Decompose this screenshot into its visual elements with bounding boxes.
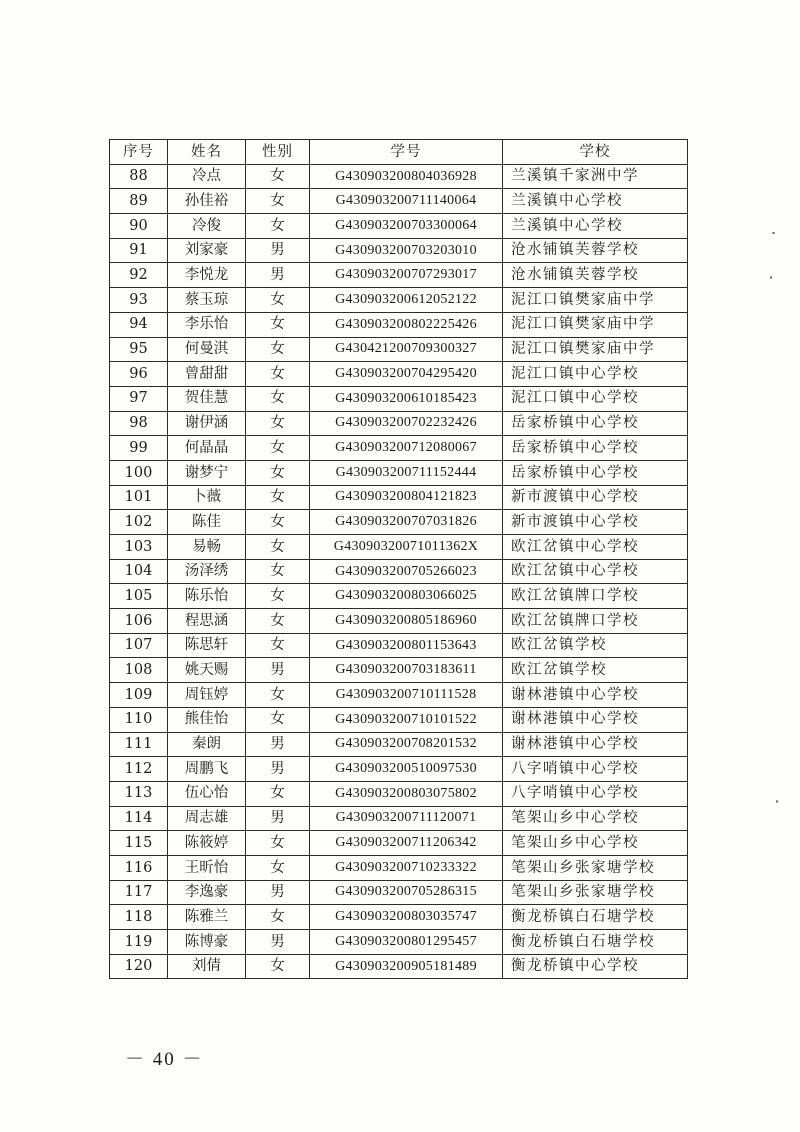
cell-gender: 男: [246, 757, 310, 782]
cell-no: 92: [110, 263, 168, 288]
cell-no: 97: [110, 386, 168, 411]
table-row: [110, 362, 688, 387]
cell-name: 周钰婷: [168, 683, 246, 708]
cell-school: 兰溪镇中心学校: [503, 214, 688, 239]
cell-no: 105: [110, 584, 168, 609]
cell-gender: 男: [246, 658, 310, 683]
cell-school: 岳家桥镇中心学校: [503, 411, 688, 436]
cell-school: 笔架山乡张家塘学校: [503, 855, 688, 880]
cell-name: 孙佳裕: [168, 189, 246, 214]
cell-school: 欧江岔镇学校: [503, 633, 688, 658]
header-student-id: 学号: [310, 140, 503, 165]
scan-speck: [776, 800, 778, 803]
cell-school: 欧江岔镇牌口学校: [503, 609, 688, 634]
cell-name: 何晶晶: [168, 436, 246, 461]
cell-no: 110: [110, 707, 168, 732]
header-no: 序号: [110, 140, 168, 165]
cell-name: 陈筱婷: [168, 831, 246, 856]
cell-student-id: G430903200510097530: [310, 757, 503, 782]
cell-school: 谢林港镇中心学校: [503, 732, 688, 757]
cell-name: 熊佳怡: [168, 707, 246, 732]
table-row: [110, 535, 688, 560]
cell-gender: 女: [246, 559, 310, 584]
cell-gender: 女: [246, 905, 310, 930]
cell-gender: 女: [246, 362, 310, 387]
cell-school: 欧江岔镇牌口学校: [503, 584, 688, 609]
cell-name: 程思涵: [168, 609, 246, 634]
cell-gender: 女: [246, 831, 310, 856]
cell-gender: 女: [246, 609, 310, 634]
table-row: [110, 831, 688, 856]
cell-gender: 女: [246, 683, 310, 708]
cell-school: 泥江口镇樊家庙中学: [503, 312, 688, 337]
cell-no: 106: [110, 609, 168, 634]
table-row: [110, 658, 688, 683]
cell-gender: 女: [246, 781, 310, 806]
cell-name: 王昕怡: [168, 855, 246, 880]
cell-no: 95: [110, 337, 168, 362]
table-row: [110, 905, 688, 930]
cell-no: 107: [110, 633, 168, 658]
table-row: [110, 337, 688, 362]
page-number: － 40 －: [125, 1049, 204, 1070]
cell-school: 泥江口镇樊家庙中学: [503, 288, 688, 313]
cell-gender: 女: [246, 164, 310, 189]
cell-name: 谢梦宁: [168, 460, 246, 485]
table-row: [110, 510, 688, 535]
cell-name: 何曼淇: [168, 337, 246, 362]
cell-no: 108: [110, 658, 168, 683]
cell-student-id: G430903200702232426: [310, 411, 503, 436]
table-row: [110, 436, 688, 461]
cell-name: 陈乐怡: [168, 584, 246, 609]
cell-student-id: G430903200710101522: [310, 707, 503, 732]
header-gender: 性别: [246, 140, 310, 165]
cell-student-id: G430903200612052122: [310, 288, 503, 313]
cell-school: 岳家桥镇中心学校: [503, 460, 688, 485]
cell-gender: 女: [246, 633, 310, 658]
table-row: [110, 559, 688, 584]
table-row: [110, 683, 688, 708]
cell-student-id: G430903200803075802: [310, 781, 503, 806]
cell-no: 91: [110, 238, 168, 263]
cell-student-id: G430903200801153643: [310, 633, 503, 658]
cell-gender: 女: [246, 707, 310, 732]
cell-name: 冷点: [168, 164, 246, 189]
cell-no: 101: [110, 485, 168, 510]
header-school: 学校: [503, 140, 688, 165]
cell-name: 刘倩: [168, 954, 246, 979]
table-row: [110, 707, 688, 732]
cell-no: 120: [110, 954, 168, 979]
cell-school: 八字哨镇中心学校: [503, 781, 688, 806]
cell-student-id: G430903200711120071: [310, 806, 503, 831]
cell-name: 李逸豪: [168, 880, 246, 905]
cell-name: 蔡玉琼: [168, 288, 246, 313]
cell-gender: 女: [246, 214, 310, 239]
cell-school: 岳家桥镇中心学校: [503, 436, 688, 461]
table-row: [110, 781, 688, 806]
cell-student-id: G430903200710111528: [310, 683, 503, 708]
cell-school: 衡龙桥镇中心学校: [503, 954, 688, 979]
cell-name: 李乐怡: [168, 312, 246, 337]
cell-student-id: G430903200804121823: [310, 485, 503, 510]
cell-student-id: G430903200801295457: [310, 930, 503, 955]
cell-gender: 男: [246, 732, 310, 757]
cell-school: 新市渡镇中心学校: [503, 510, 688, 535]
table-row: [110, 263, 688, 288]
table-row: [110, 584, 688, 609]
cell-no: 118: [110, 905, 168, 930]
cell-student-id: G430903200905181489: [310, 954, 503, 979]
student-roster-table: [109, 139, 688, 979]
cell-gender: 男: [246, 880, 310, 905]
cell-student-id: G430903200803035747: [310, 905, 503, 930]
cell-gender: 男: [246, 930, 310, 955]
cell-student-id: G430903200707293017: [310, 263, 503, 288]
cell-no: 109: [110, 683, 168, 708]
cell-name: 陈博豪: [168, 930, 246, 955]
cell-name: 刘家豪: [168, 238, 246, 263]
table-row: [110, 238, 688, 263]
table-row: [110, 189, 688, 214]
cell-student-id: G430903200703203010: [310, 238, 503, 263]
cell-name: 秦朗: [168, 732, 246, 757]
cell-school: 新市渡镇中心学校: [503, 485, 688, 510]
cell-student-id: G430903200711206342: [310, 831, 503, 856]
cell-school: 泥江口镇中心学校: [503, 386, 688, 411]
cell-no: 103: [110, 535, 168, 560]
cell-gender: 女: [246, 337, 310, 362]
cell-gender: 女: [246, 584, 310, 609]
table-row: [110, 954, 688, 979]
table-row: [110, 855, 688, 880]
cell-no: 89: [110, 189, 168, 214]
table-row: [110, 880, 688, 905]
cell-school: 谢林港镇中心学校: [503, 683, 688, 708]
cell-no: 111: [110, 732, 168, 757]
cell-name: 姚天赐: [168, 658, 246, 683]
table-row: [110, 312, 688, 337]
cell-gender: 男: [246, 806, 310, 831]
cell-name: 贺佳慧: [168, 386, 246, 411]
cell-school: 泥江口镇中心学校: [503, 362, 688, 387]
cell-no: 115: [110, 831, 168, 856]
cell-name: 周鹏飞: [168, 757, 246, 782]
cell-gender: 男: [246, 238, 310, 263]
scan-speck: [772, 232, 775, 234]
cell-gender: 女: [246, 954, 310, 979]
cell-name: 周志雄: [168, 806, 246, 831]
cell-name: 汤泽绣: [168, 559, 246, 584]
cell-student-id: G430903200708201532: [310, 732, 503, 757]
cell-no: 88: [110, 164, 168, 189]
table-row: [110, 386, 688, 411]
cell-no: 117: [110, 880, 168, 905]
table-row: [110, 732, 688, 757]
cell-gender: 女: [246, 436, 310, 461]
cell-student-id: G430903200804036928: [310, 164, 503, 189]
cell-student-id: G430903200712080067: [310, 436, 503, 461]
cell-student-id: G430903200705266023: [310, 559, 503, 584]
cell-school: 八字哨镇中心学校: [503, 757, 688, 782]
table-row: [110, 609, 688, 634]
table-row: [110, 485, 688, 510]
cell-no: 116: [110, 855, 168, 880]
cell-no: 93: [110, 288, 168, 313]
cell-name: 谢伊涵: [168, 411, 246, 436]
cell-no: 98: [110, 411, 168, 436]
cell-name: 冷俊: [168, 214, 246, 239]
cell-student-id: G430903200805186960: [310, 609, 503, 634]
cell-no: 100: [110, 460, 168, 485]
cell-gender: 女: [246, 855, 310, 880]
cell-no: 94: [110, 312, 168, 337]
cell-school: 欧江岔镇中心学校: [503, 535, 688, 560]
header-name: 姓名: [168, 140, 246, 165]
cell-no: 96: [110, 362, 168, 387]
cell-name: 李悦龙: [168, 263, 246, 288]
cell-gender: 女: [246, 535, 310, 560]
cell-school: 欧江岔镇中心学校: [503, 559, 688, 584]
cell-gender: 女: [246, 510, 310, 535]
cell-student-id: G43090320071011362X: [310, 535, 503, 560]
cell-name: 卜薇: [168, 485, 246, 510]
cell-no: 112: [110, 757, 168, 782]
cell-no: 113: [110, 781, 168, 806]
cell-name: 曾甜甜: [168, 362, 246, 387]
cell-school: 笔架山乡张家塘学校: [503, 880, 688, 905]
cell-school: 沧水铺镇芙蓉学校: [503, 263, 688, 288]
cell-student-id: G430903200703183611: [310, 658, 503, 683]
cell-school: 衡龙桥镇白石塘学校: [503, 905, 688, 930]
cell-no: 114: [110, 806, 168, 831]
table-row: [110, 164, 688, 189]
cell-gender: 女: [246, 189, 310, 214]
table-row: [110, 633, 688, 658]
cell-student-id: G430903200711152444: [310, 460, 503, 485]
cell-gender: 女: [246, 288, 310, 313]
cell-student-id: G430903200710233322: [310, 855, 503, 880]
table-row: [110, 411, 688, 436]
table-header-row: [110, 140, 688, 165]
cell-gender: 女: [246, 460, 310, 485]
scan-speck: [770, 276, 772, 279]
cell-no: 102: [110, 510, 168, 535]
cell-student-id: G430903200711140064: [310, 189, 503, 214]
cell-gender: 女: [246, 485, 310, 510]
cell-no: 90: [110, 214, 168, 239]
cell-student-id: G430903200803066025: [310, 584, 503, 609]
cell-gender: 女: [246, 411, 310, 436]
cell-name: 陈佳: [168, 510, 246, 535]
cell-student-id: G430903200705286315: [310, 880, 503, 905]
cell-name: 陈思轩: [168, 633, 246, 658]
table-body: [110, 164, 688, 979]
cell-name: 陈雅兰: [168, 905, 246, 930]
table-row: [110, 930, 688, 955]
cell-school: 谢林港镇中心学校: [503, 707, 688, 732]
table-row: [110, 460, 688, 485]
cell-student-id: G430903200703300064: [310, 214, 503, 239]
cell-student-id: G430903200802225426: [310, 312, 503, 337]
cell-no: 104: [110, 559, 168, 584]
cell-student-id: G430903200610185423: [310, 386, 503, 411]
cell-school: 泥江口镇樊家庙中学: [503, 337, 688, 362]
cell-school: 笔架山乡中心学校: [503, 806, 688, 831]
cell-school: 欧江岔镇学校: [503, 658, 688, 683]
cell-school: 衡龙桥镇白石塘学校: [503, 930, 688, 955]
table-row: [110, 288, 688, 313]
cell-no: 119: [110, 930, 168, 955]
cell-gender: 女: [246, 312, 310, 337]
cell-school: 兰溪镇千家洲中学: [503, 164, 688, 189]
cell-name: 伍心怡: [168, 781, 246, 806]
cell-gender: 男: [246, 263, 310, 288]
cell-student-id: G430421200709300327: [310, 337, 503, 362]
cell-no: 99: [110, 436, 168, 461]
table-row: [110, 214, 688, 239]
table-row: [110, 806, 688, 831]
cell-student-id: G430903200707031826: [310, 510, 503, 535]
cell-gender: 女: [246, 386, 310, 411]
cell-student-id: G430903200704295420: [310, 362, 503, 387]
cell-school: 兰溪镇中心学校: [503, 189, 688, 214]
cell-school: 沧水铺镇芙蓉学校: [503, 238, 688, 263]
cell-school: 笔架山乡中心学校: [503, 831, 688, 856]
cell-name: 易畅: [168, 535, 246, 560]
table-row: [110, 757, 688, 782]
